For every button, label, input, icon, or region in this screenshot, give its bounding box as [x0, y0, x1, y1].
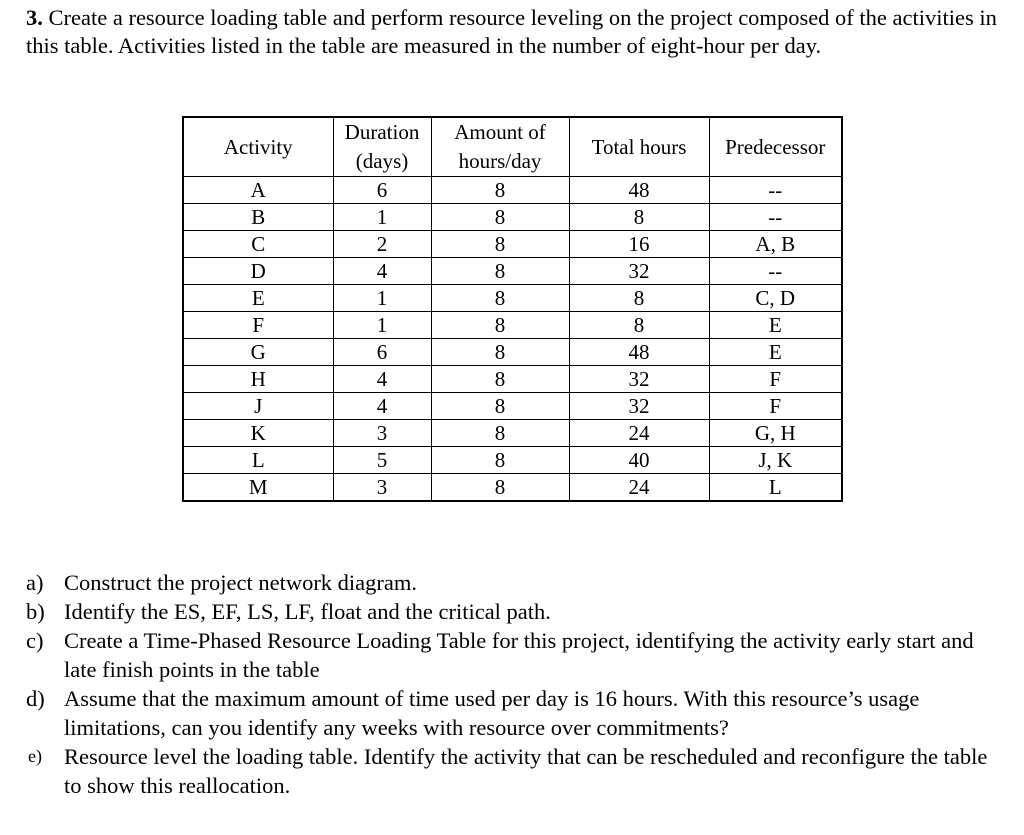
cell-duration: 3: [333, 474, 431, 502]
table-row: [183, 339, 842, 366]
cell-activity: D: [183, 258, 333, 285]
cell-activity: G: [183, 339, 333, 366]
table-row: [183, 177, 842, 204]
table-row: [183, 393, 842, 420]
cell-hours-per-day: 8: [431, 420, 569, 447]
cell-predecessor: G, H: [709, 420, 842, 447]
cell-predecessor: --: [709, 258, 842, 285]
question-text: Identify the ES, EF, LS, LF, float and the critical path.: [64, 599, 551, 624]
table-row: [183, 258, 842, 285]
cell-hours-per-day: 8: [431, 474, 569, 502]
question-item: [26, 626, 1001, 684]
question-marker: d): [26, 686, 45, 711]
cell-hours-per-day: 8: [431, 393, 569, 420]
question-marker: c): [26, 628, 44, 653]
table-row: [183, 285, 842, 312]
cell-hours-per-day: 8: [431, 447, 569, 474]
cell-activity: L: [183, 447, 333, 474]
cell-activity: A: [183, 177, 333, 204]
cell-activity: F: [183, 312, 333, 339]
cell-predecessor: --: [709, 177, 842, 204]
cell-activity: J: [183, 393, 333, 420]
question-text: Create a Time-Phased Resource Loading Table for this project, identifying the activity early start and late finish points in the table: [64, 628, 974, 682]
cell-hours-per-day: 8: [431, 366, 569, 393]
activity-table: [182, 116, 843, 502]
cell-predecessor: E: [709, 339, 842, 366]
cell-total-hours: 32: [569, 258, 709, 285]
cell-total-hours: 48: [569, 177, 709, 204]
question-item: [26, 684, 1001, 742]
table-row: [183, 231, 842, 258]
question-marker: e): [28, 746, 42, 766]
cell-duration: 1: [333, 285, 431, 312]
cell-total-hours: 24: [569, 474, 709, 502]
cell-activity: C: [183, 231, 333, 258]
header-activity: Activity: [183, 117, 333, 177]
question-item: [26, 568, 1001, 597]
cell-duration: 1: [333, 204, 431, 231]
cell-total-hours: 8: [569, 285, 709, 312]
cell-activity: B: [183, 204, 333, 231]
cell-hours-per-day: 8: [431, 204, 569, 231]
cell-total-hours: 40: [569, 447, 709, 474]
cell-duration: 3: [333, 420, 431, 447]
header-predecessor: Predecessor: [709, 117, 842, 177]
cell-predecessor: F: [709, 366, 842, 393]
cell-total-hours: 32: [569, 393, 709, 420]
cell-duration: 4: [333, 258, 431, 285]
cell-hours-per-day: 8: [431, 177, 569, 204]
table-row: [183, 366, 842, 393]
cell-predecessor: J, K: [709, 447, 842, 474]
question-marker: b): [26, 599, 45, 624]
cell-total-hours: 48: [569, 339, 709, 366]
question-item: [26, 742, 1001, 800]
table-row: [183, 447, 842, 474]
question-list: [26, 568, 1001, 800]
cell-predecessor: C, D: [709, 285, 842, 312]
cell-duration: 5: [333, 447, 431, 474]
table-row: [183, 204, 842, 231]
question-text: Construct the project network diagram.: [64, 570, 418, 595]
question-text: Assume that the maximum amount of time used per day is 16 hours. With this resource’s usage limitations, can you identify any weeks with resource over commitments?: [64, 686, 920, 740]
cell-hours-per-day: 8: [431, 231, 569, 258]
cell-total-hours: 16: [569, 231, 709, 258]
header-duration: Duration (days): [333, 117, 431, 177]
cell-predecessor: L: [709, 474, 842, 502]
question-item: [26, 597, 1001, 626]
cell-duration: 4: [333, 393, 431, 420]
cell-hours-per-day: 8: [431, 312, 569, 339]
cell-predecessor: A, B: [709, 231, 842, 258]
cell-predecessor: F: [709, 393, 842, 420]
cell-activity: K: [183, 420, 333, 447]
cell-total-hours: 8: [569, 312, 709, 339]
table-row: [183, 312, 842, 339]
cell-duration: 6: [333, 339, 431, 366]
question-text: Resource level the loading table. Identify the activity that can be rescheduled and reconfigure the table to show this reallocation.: [64, 744, 988, 798]
cell-total-hours: 24: [569, 420, 709, 447]
cell-duration: 2: [333, 231, 431, 258]
cell-predecessor: E: [709, 312, 842, 339]
header-amount: Amount of hours/day: [431, 117, 569, 177]
cell-hours-per-day: 8: [431, 339, 569, 366]
table-body: [183, 177, 842, 502]
table-row: [183, 474, 842, 502]
cell-duration: 6: [333, 177, 431, 204]
cell-activity: M: [183, 474, 333, 502]
cell-duration: 1: [333, 312, 431, 339]
cell-hours-per-day: 8: [431, 258, 569, 285]
table-header-row: [183, 117, 842, 177]
cell-total-hours: 8: [569, 204, 709, 231]
problem-number: 3.: [26, 5, 43, 30]
problem-statement: [26, 4, 1001, 60]
cell-activity: E: [183, 285, 333, 312]
cell-duration: 4: [333, 366, 431, 393]
cell-total-hours: 32: [569, 366, 709, 393]
header-total-hours: Total hours: [569, 117, 709, 177]
cell-activity: H: [183, 366, 333, 393]
cell-hours-per-day: 8: [431, 285, 569, 312]
cell-predecessor: --: [709, 204, 842, 231]
table-row: [183, 420, 842, 447]
problem-text: Create a resource loading table and perform resource leveling on the project composed of the activities in this table. Activities listed in the table are measured in the number of eight-hour per day.: [26, 5, 997, 58]
question-marker: a): [26, 570, 44, 595]
